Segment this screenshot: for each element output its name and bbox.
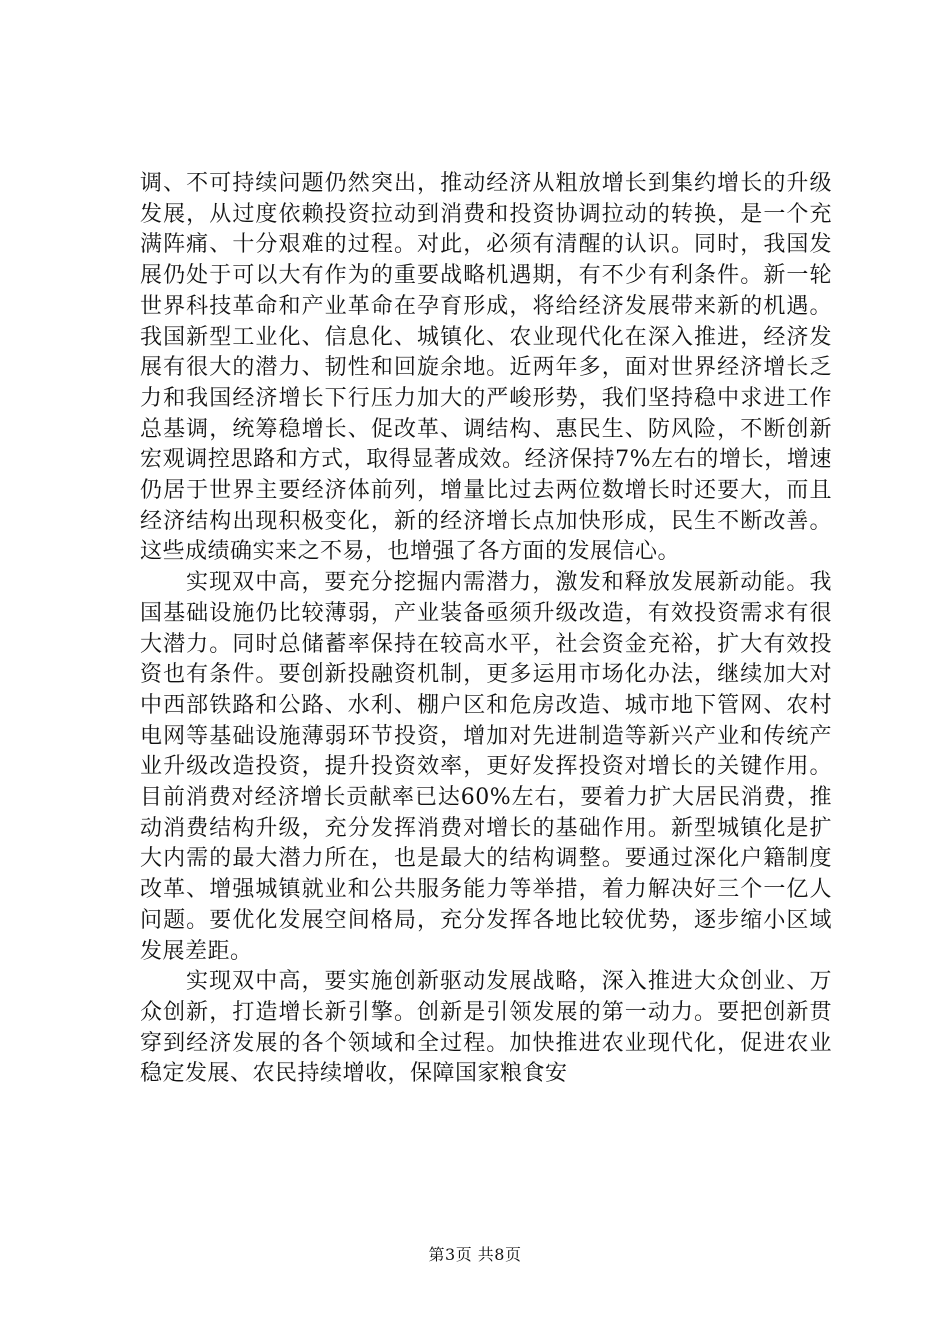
- page-number-footer: 第3页 共8页: [428, 1245, 522, 1264]
- paragraph-2: 实现双中高，要充分挖掘内需潜力，激发和释放发展新动能。我国基础设施仍比较薄弱，产业装备亟须升级改造，有效投资需求有很大潜力。同时总储蓄率保持在较高水平，社会资金充裕，扩大有效投资也有条件。要创新投融资机制，更多运用市场化办法，继续加大对中西部铁路和公路、水利、棚户区和危房改造、城市地下管网、农村电网等基础设施薄弱环节投资，增加对先进制造等新兴产业和传统产业升级改造投资，提升投资效率，更好发挥投资对增长的关键作用。目前消费对经济增长贡献率已达60%左右，要着力扩大居民消费，推动消费结构升级，充分发挥消费对增长的基础作用。新型城镇化是扩大内需的最大潜力所在，也是最大的结构调整。要通过深化户籍制度改革、增强城镇就业和公共服务能力等举措，着力解决好三个一亿人问题。要优化发展空间格局，充分发挥各地比较优势，逐步缩小区域发展差距。: [140, 570, 832, 964]
- paragraph-3: 实现双中高，要实施创新驱动发展战略，深入推进大众创业、万众创新，打造增长新引擎。创新是引领发展的第一动力。要把创新贯穿到经济发展的各个领域和全过程。加快推进农业现代化，促进农业稳定发展、农民持续增收，保障国家粮食安: [140, 969, 832, 1087]
- document-body: [140, 169, 832, 1090]
- paragraph-1: 调、不可持续问题仍然突出，推动经济从粗放增长到集约增长的升级发展，从过度依赖投资拉动到消费和投资协调拉动的转换，是一个充满阵痛、十分艰难的过程。对此，必须有清醒的认识。同时，我国发展仍处于可以大有作为的重要战略机遇期，有不少有利条件。新一轮世界科技革命和产业革命在孕育形成，将给经济发展带来新的机遇。我国新型工业化、信息化、城镇化、农业现代化在深入推进，经济发展有很大的潜力、韧性和回旋余地。近两年多，面对世界经济增长乏力和我国经济增长下行压力加大的严峻形势，我们坚持稳中求进工作总基调，统筹稳增长、促改革、调结构、惠民生、防风险，不断创新宏观调控思路和方式，取得显著成效。经济保持7%左右的增长，增速仍居于世界主要经济体前列，增量比过去两位数增长时还要大，而且经济结构出现积极变化，新的经济增长点加快形成，民生不断改善。这些成绩确实来之不易，也增强了各方面的发展信心。: [140, 171, 832, 565]
